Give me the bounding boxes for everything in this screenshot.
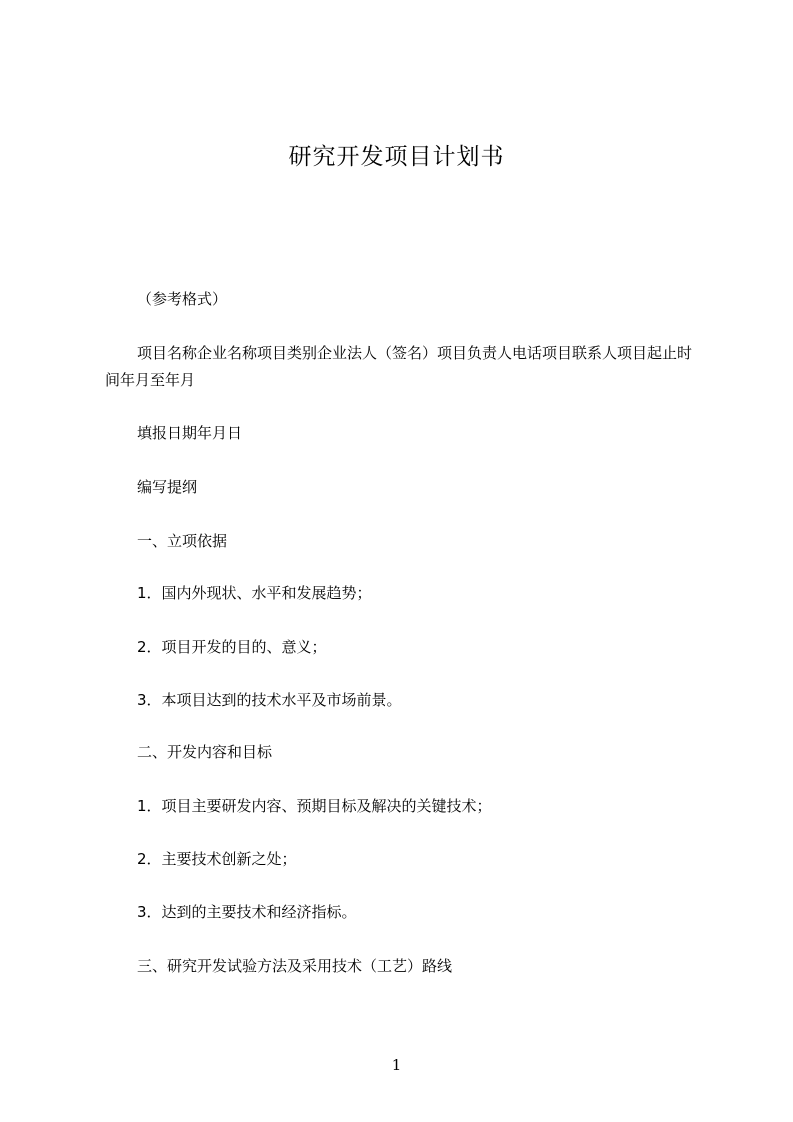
- list-item: 2．项目开发的目的、意义；: [137, 638, 327, 656]
- document-title: 研究开发项目计划书: [288, 144, 505, 170]
- list-item: 3．本项目达到的技术水平及市场前景。: [137, 691, 402, 709]
- list-item: 1．项目主要研发内容、预期目标及解决的关键技术；: [137, 797, 492, 815]
- list-item: 2．主要技术创新之处；: [137, 850, 297, 868]
- section-heading-3: 三、研究开发试验方法及采用技术（工艺）路线: [137, 957, 453, 975]
- section-heading-1: 一、立项依据: [137, 532, 228, 550]
- fill-date-line: 填报日期年月日: [137, 424, 243, 442]
- list-item: 1．国内外现状、水平和发展趋势；: [137, 584, 372, 602]
- list-item: 3．达到的主要技术和经济指标。: [137, 903, 357, 921]
- project-info-line: 项目名称企业名称项目类别企业法人（签名）项目负责人电话项目联系人项目起止时间年月至年月: [105, 344, 693, 389]
- page-number: 1: [391, 1056, 402, 1074]
- outline-heading: 编写提纲: [137, 478, 198, 496]
- section-heading-2: 二、开发内容和目标: [137, 743, 273, 761]
- format-note: （参考格式）: [137, 290, 228, 308]
